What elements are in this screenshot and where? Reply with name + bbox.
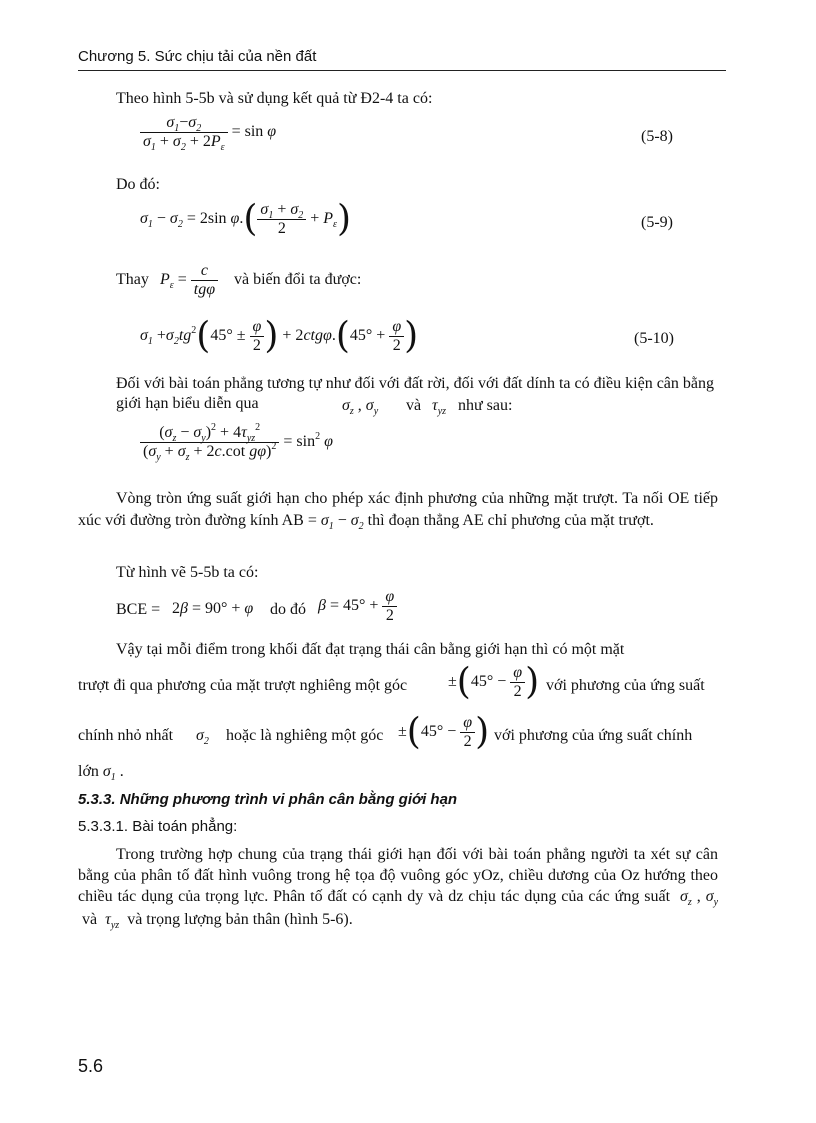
equation-bce: 2β = 90° + φ xyxy=(172,600,254,617)
paragraph-text: như sau: xyxy=(458,397,513,414)
inline-symbols: $\tau_{yz}$ xyxy=(432,397,447,417)
paragraph-text: Do đó: xyxy=(116,176,160,193)
page-number: 5.6 xyxy=(78,1056,104,1076)
equation-5-8: $\frac{\sigma_1-\sigma_2}{\sigma_1 + \sigma_2 + 2P_\varepsilon}$ = sin φ xyxy=(140,114,276,151)
paragraph-text: Vòng tròn ứng suất giới hạn cho phép xác định phương của những mặt trượt. Ta nối OE tiếp xúc với đường tròn đường kính AB = $\sigma_1 - \sigma_2$ thì đoạn thẳng AE chỉ phương của mặt trượt. xyxy=(78,490,718,532)
equation-angle: ±(45° − $\frac{\varphi}{2}$ ) xyxy=(448,661,540,703)
paragraph-text: và biến đổi ta được: xyxy=(234,271,362,288)
paragraph-text: Thay xyxy=(116,271,149,288)
inline-symbols: $\sigma_2$ xyxy=(196,727,209,747)
paragraph-intro: Theo hình 5-5b và sử dụng kết quả từ Đ2-4 ta có: xyxy=(116,90,433,107)
equation-angle: ±(45° − $\frac{\varphi}{2}$ ) xyxy=(398,711,490,753)
equation-number: (5-8) xyxy=(641,128,673,145)
paragraph-text: với phương của ứng suất chính xyxy=(494,727,693,744)
paragraph-text: do đó xyxy=(270,601,306,618)
equation-beta: β = 45° + $\frac{\varphi}{2}$ xyxy=(318,588,397,625)
paragraph-text: trượt đi qua phương của mặt trượt nghiêng một góc xyxy=(78,677,408,694)
paragraph-text: hoặc là nghiêng một góc xyxy=(226,727,384,744)
paragraph-text: với phương của ứng suất xyxy=(546,677,705,694)
page-header: Chương 5. Sức chịu tải của nền đất xyxy=(78,46,726,71)
subsection-heading: 5.3.3.1. Bài toán phẳng: xyxy=(78,818,238,835)
equation-5-9: $\sigma_1 - \sigma_2 = 2\sin$ φ.( $\frac{\sigma_1 + \sigma_2}{2}$ + $P_\varepsilon$) xyxy=(140,198,352,240)
paragraph-text: Vậy tại mỗi điểm trong khối đất đạt trạng thái cân bằng giới hạn thì có một mặt xyxy=(116,641,625,658)
equation-number: (5-9) xyxy=(641,214,673,231)
paragraph-text: chính nhỏ nhất xyxy=(78,727,174,744)
paragraph-text: lớn $\sigma_1$ . xyxy=(78,763,124,783)
paragraph-text: BCE = xyxy=(116,601,161,618)
paragraph-text: Từ hình vẽ 5-5b ta có: xyxy=(116,564,259,581)
equation-5-10: $\sigma_1 +\sigma_2tg^2(45^\circ$ ± $\frac{\varphi}{2}$ ) + 2ctgφ.(45° + $\frac{\varphi}{2}$ ) xyxy=(140,315,419,357)
section-heading: 5.3.3. Những phương trình vi phân cân bằng giới hạn xyxy=(78,791,458,808)
inline-symbols: $\sigma_z$ , $\sigma_y$ xyxy=(342,397,379,417)
paragraph-text: Đối với bài toán phẳng tương tự như đối với đất rời, đối với đất dính ta có điều kiện cân bằng giới hạn biểu diễn qua xyxy=(116,375,714,412)
paragraph-text: Trong trường hợp chung của trạng thái giới hạn đối với bài toán phẳng người ta xét sự cân bằng của phân tố đất hình vuông trong hệ tọa độ vuông góc yOz, chiều dương của Oz hướng theo chiều tác dụng của trọng lực. Phân tố đất có cạnh dy và dz chịu tác dụng của các ứng suất $\sigma_z$ , $\sigma_y$ và $\tau_{yz}$ và trọng lượng bản thân (hình 5-6). xyxy=(78,846,719,931)
equation-limit: $\frac{(\sigma_z - \sigma_y)^2 + 4\tau_{yz}^2}{(\sigma_y + \sigma_z + 2c.\cot g\varphi)^2}$ = $\sin^2 \varphi$ xyxy=(140,424,333,461)
equation-inline: $P_\varepsilon$ = $\frac{c}{\text{tgφ}}$ xyxy=(160,262,218,299)
paragraph-text: và xyxy=(406,397,422,414)
equation-number: (5-10) xyxy=(634,330,674,347)
